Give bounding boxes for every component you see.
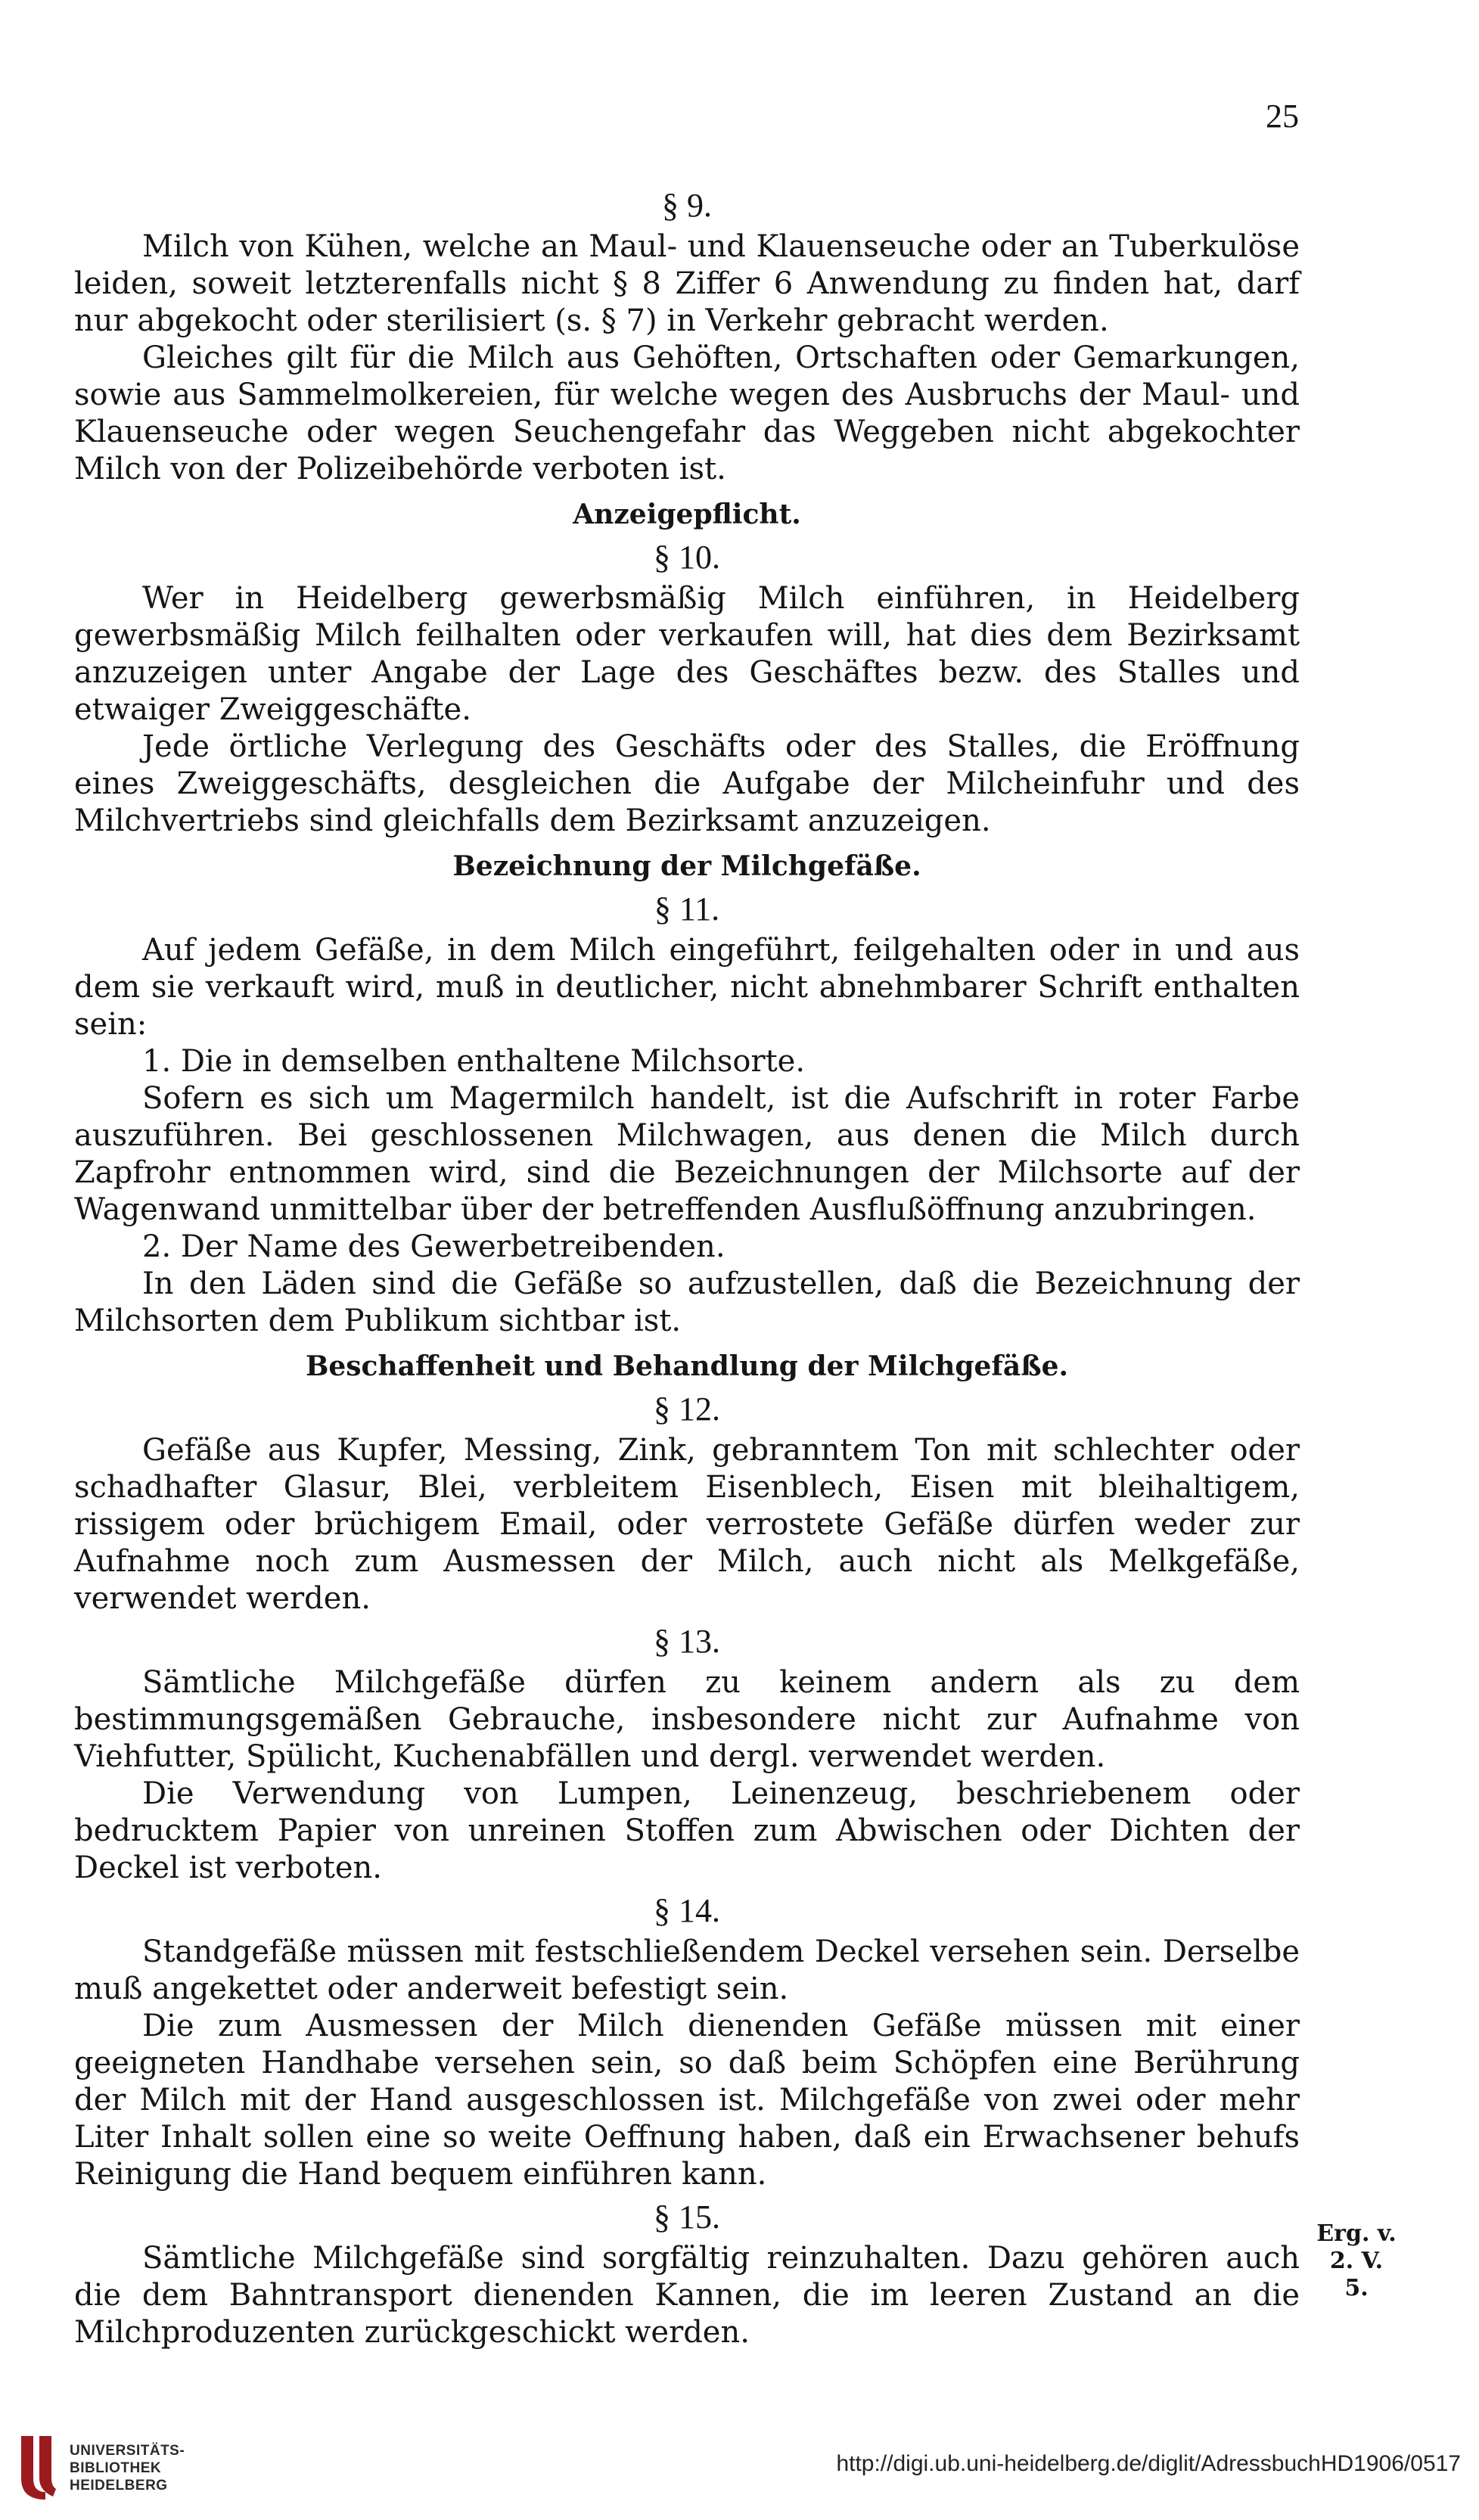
- paragraph: In den Läden sind die Gefäße so aufzustellen, daß die Bezeichnung der Milchsorten dem Publikum sichtbar ist.: [74, 1266, 1300, 1338]
- paragraph: Auf jedem Gefäße, in dem Milch eingeführt, feilgehalten oder in und aus dem sie verkauft wird, muß in deutlicher, nicht abnehmbarer Schrift enthalten sein:: [74, 933, 1300, 1042]
- section-number: § 15.: [654, 2198, 720, 2236]
- section-number: § 11.: [654, 890, 720, 928]
- section-heading: Beschaffenheit und Behandlung der Milchgefäße.: [305, 1350, 1069, 1382]
- section-heading: Anzeigepflicht.: [573, 499, 801, 530]
- section-number: § 9.: [662, 187, 712, 224]
- section-number: § 13.: [654, 1623, 720, 1660]
- list-item: 1. Die in demselben enthaltene Milchsorte.: [142, 1044, 806, 1079]
- section-number: § 12.: [654, 1391, 720, 1428]
- footer: [0, 2415, 1479, 2520]
- margin-note: [1315, 2220, 1398, 2302]
- list-item: 2. Der Name des Gewerbetreibenden.: [142, 1229, 726, 1264]
- section-number: § 14.: [654, 1892, 720, 1929]
- paragraph: Sämtliche Milchgefäße dürfen zu keinem andern als zu dem bestimmungsgemäßen Gebrauche, insbesondere nicht zur Aufnahme von Viehfutter, Spülicht, Kuchenabfällen und dergl. verwendet werden.: [74, 1665, 1300, 1774]
- paragraph: Wer in Heidelberg gewerbsmäßig Milch einführen, in Heidelberg gewerbsmäßig Milch feilhalten oder verkaufen will, hat dies dem Bezirksamt anzuzeigen unter Angabe der Lage des Geschäftes bezw. des Stalles und etwaiger Zweiggeschäfte.: [74, 581, 1300, 727]
- paragraph: Sofern es sich um Magermilch handelt, ist die Aufschrift in roter Farbe auszuführen. Bei geschlossenen Milchwagen, aus denen die Milch durch Zapfrohr entnommen wird, sind die Bezeichnungen der Milchsorte auf der Wagenwand unmittelbar über der betreffenden Ausflußöffnung anzubringen.: [74, 1081, 1300, 1227]
- library-logo-icon: [17, 2433, 61, 2503]
- library-name-line: BIBLIOTHEK: [70, 2460, 162, 2476]
- paragraph: Gefäße aus Kupfer, Messing, Zink, gebranntem Ton mit schlechter oder schadhafter Glasur, Blei, verbleitem Eisenblech, Eisen mit bleihaltigem, rissigem oder brüchigem Email, oder verrostete Gefäße dürfen weder zur Aufnahme noch zum Ausmessen der Milch, auch nicht als Melkgefäße, verwendet werden.: [74, 1433, 1300, 1616]
- paragraph: Gleiches gilt für die Milch aus Gehöften, Ortschaften oder Gemarkungen, sowie aus Sammelmolkereien, für welche wegen des Ausbruchs der Maul- und Klauenseuche oder wegen Seuchengefahr das Weggeben nicht abgekochter Milch von der Polizeibehörde verboten ist.: [74, 340, 1300, 486]
- library-name-line: HEIDELBERG: [70, 2478, 168, 2494]
- margin-note-line: Erg. v.: [1316, 2220, 1397, 2247]
- page-number: 25: [1266, 98, 1299, 135]
- document-body: [74, 182, 1300, 2351]
- paragraph: Jede örtliche Verlegung des Geschäfts oder des Stalles, die Eröffnung eines Zweiggeschäfts, desgleichen die Aufgabe der Milcheinfuhr und des Milchvertriebs sind gleichfalls dem Bezirksamt anzuzeigen.: [74, 729, 1300, 838]
- paragraph: Sämtliche Milchgefäße sind sorgfältig reinzuhalten. Dazu gehören auch die dem Bahntransport dienenden Kannen, die im leeren Zustand an die Milchproduzenten zurückgeschickt werden.: [74, 2241, 1300, 2350]
- section-heading: Bezeichnung der Milchgefäße.: [452, 850, 921, 882]
- paragraph: Milch von Kühen, welche an Maul- und Klauenseuche oder an Tuberkulöse leiden, soweit letzterenfalls nicht § 8 Ziffer 6 Anwendung zu finden hat, darf nur abgekocht oder sterilisiert (s. § 7) in Verkehr gebracht werden.: [74, 229, 1300, 338]
- paragraph: Standgefäße müssen mit festschließendem Deckel versehen sein. Derselbe muß angekettet oder anderweit befestigt sein.: [74, 1934, 1300, 2006]
- source-url-link[interactable]: http://digi.ub.uni-heidelberg.de/diglit/AdressbuchHD1906/0517: [836, 2451, 1461, 2476]
- section-number: § 10.: [654, 539, 720, 576]
- library-name-line: UNIVERSITÄTS-: [70, 2443, 185, 2459]
- margin-note-line: 2. V. 5.: [1329, 2248, 1384, 2301]
- paragraph: Die zum Ausmessen der Milch dienenden Gefäße müssen mit einer geeigneten Handhabe versehen sein, so daß beim Schöpfen eine Berührung der Milch mit der Hand ausgeschlossen ist. Milchgefäße von zwei oder mehr Liter Inhalt sollen eine so weite Oeffnung haben, daß ein Erwachsener behufs Reinigung die Hand bequem einführen kann.: [74, 2009, 1300, 2192]
- library-name: [70, 2442, 185, 2494]
- paragraph: Die Verwendung von Lumpen, Leinenzeug, beschriebenem oder bedrucktem Papier von unreinen Stoffen zum Abwischen oder Dichten der Deckel ist verboten.: [74, 1776, 1300, 1885]
